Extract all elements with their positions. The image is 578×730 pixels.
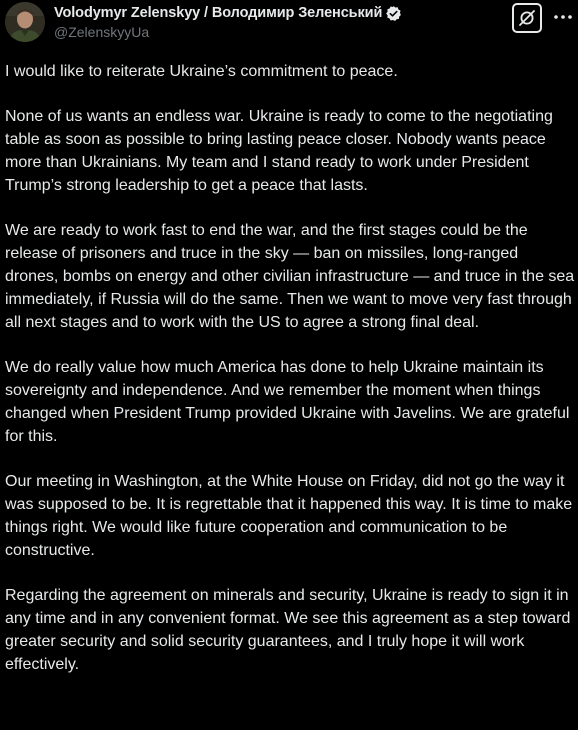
tweet-header — [0, 0, 578, 50]
author-display-name[interactable]: Volodymyr Zelenskyy / Володимир Зеленський — [54, 5, 383, 21]
grok-button[interactable] — [512, 3, 542, 33]
more-options-button[interactable] — [552, 6, 574, 28]
tweet-paragraph: Our meeting in Washington, at the White House on Friday, did not go the way it was supposed to be. It is regrettable that it happened this way. It is time to make things right. We would like future cooperation and communication to be constructive. — [5, 473, 573, 559]
author-handle[interactable]: @ZelenskyyUa — [54, 24, 150, 40]
more-dots-icon — [552, 6, 574, 28]
tweet-paragraph: None of us wants an endless war. Ukraine is ready to come to the negotiating table as soon as possible to bring lasting peace closer. Nobody wants peace more than Ukrainians. My team and I stand ready to work under President Trump’s strong leadership to get a peace that lasts. — [5, 108, 553, 194]
verified-badge-icon — [385, 5, 402, 22]
avatar[interactable] — [5, 2, 45, 42]
grok-slash-icon — [518, 9, 536, 27]
tweet-text — [5, 60, 575, 698]
author-name-row — [54, 3, 402, 23]
tweet-paragraph: I would like to reiterate Ukraine’s commitment to peace. — [5, 63, 398, 80]
tweet-paragraph: Regarding the agreement on minerals and security, Ukraine is ready to sign it in any time and in any convenient format. We see this agreement as a step toward greater security and solid security guarantees, and I truly hope it will work effectively. — [5, 587, 571, 673]
tweet-paragraph: We are ready to work fast to end the war, and the first stages could be the release of prisoners and truce in the sky — ban on missiles, long-ranged drones, bombs on energy and other civilian infrastructure — and truce in the sea immediately, if Russia will do the same. Then we want to move very fast through all next stages and to work with the US to agree a strong final deal. — [5, 222, 575, 331]
tweet-paragraph: We do really value how much America has done to help Ukraine maintain its sovereignty and independence. And we remember the moment when things changed when President Trump provided Ukraine with Javelins. We are grateful for this. — [5, 359, 570, 445]
